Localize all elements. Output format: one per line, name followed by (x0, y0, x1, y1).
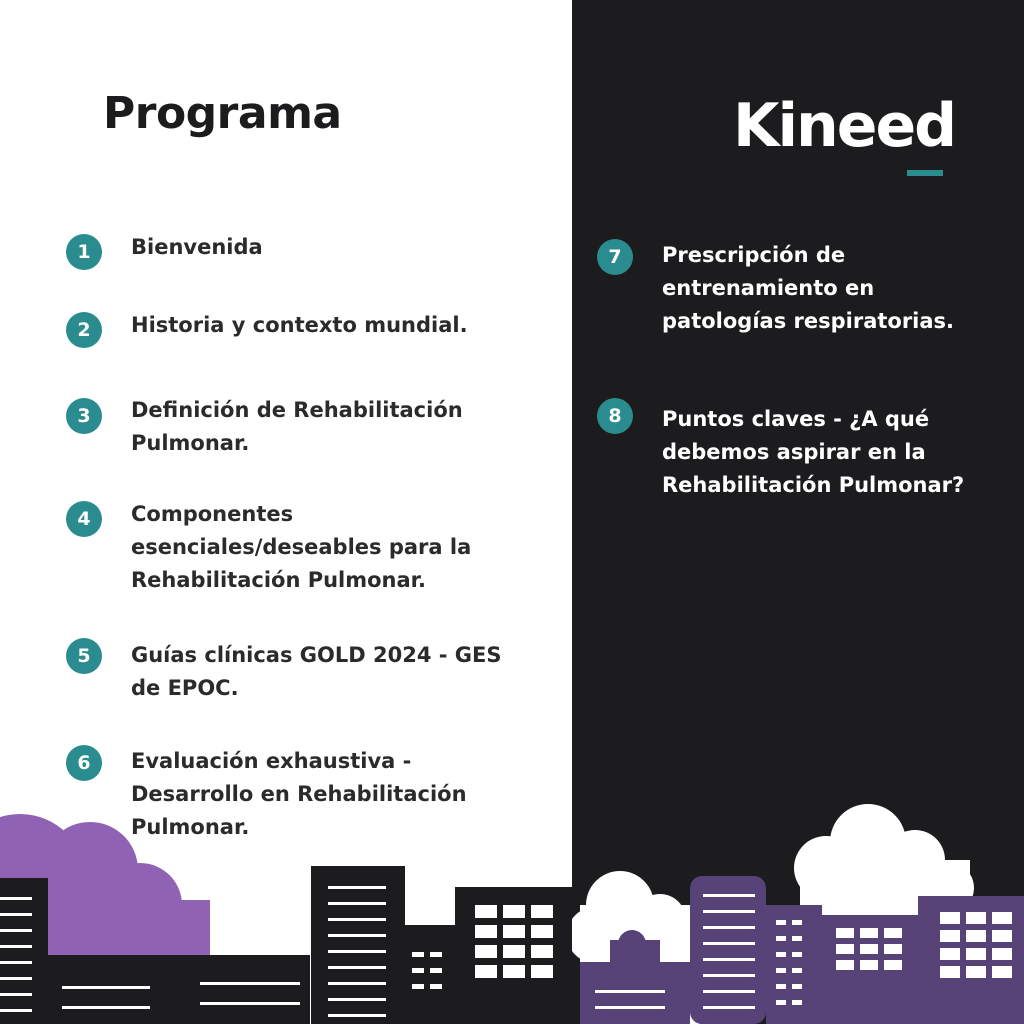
list-item-label: Bienvenida (131, 235, 263, 259)
list-item-label: Puntos claves - ¿A qué debemos aspirar en la Rehabilitación Pulmonar? (662, 407, 965, 497)
list-item-label: Guías clínicas GOLD 2024 - GES de EPOC. (131, 643, 502, 700)
list-item-label: Historia y contexto mundial. (131, 313, 468, 337)
number-badge: 1 (66, 234, 102, 270)
number-badge: 4 (66, 501, 102, 537)
number-badge: 6 (66, 745, 102, 781)
list-item-label: Evaluación exhaustiva - Desarrollo en Rehabilitación Pulmonar. (131, 749, 467, 839)
brand-logo: Kineed (733, 91, 956, 161)
number-badge: 3 (66, 398, 102, 434)
number-badge: 7 (597, 239, 633, 275)
list-item-label: Componentes esenciales/deseables para la Rehabilitación Pulmonar. (131, 502, 472, 592)
number-badge: 5 (66, 638, 102, 674)
number-badge: 8 (597, 398, 633, 434)
list-item-label: Prescripción de entrenamiento en patologías respiratorias. (662, 243, 955, 333)
number-badge: 2 (66, 312, 102, 348)
list-item-label: Definición de Rehabilitación Pulmonar. (131, 398, 463, 455)
page-title: Programa (103, 88, 342, 139)
